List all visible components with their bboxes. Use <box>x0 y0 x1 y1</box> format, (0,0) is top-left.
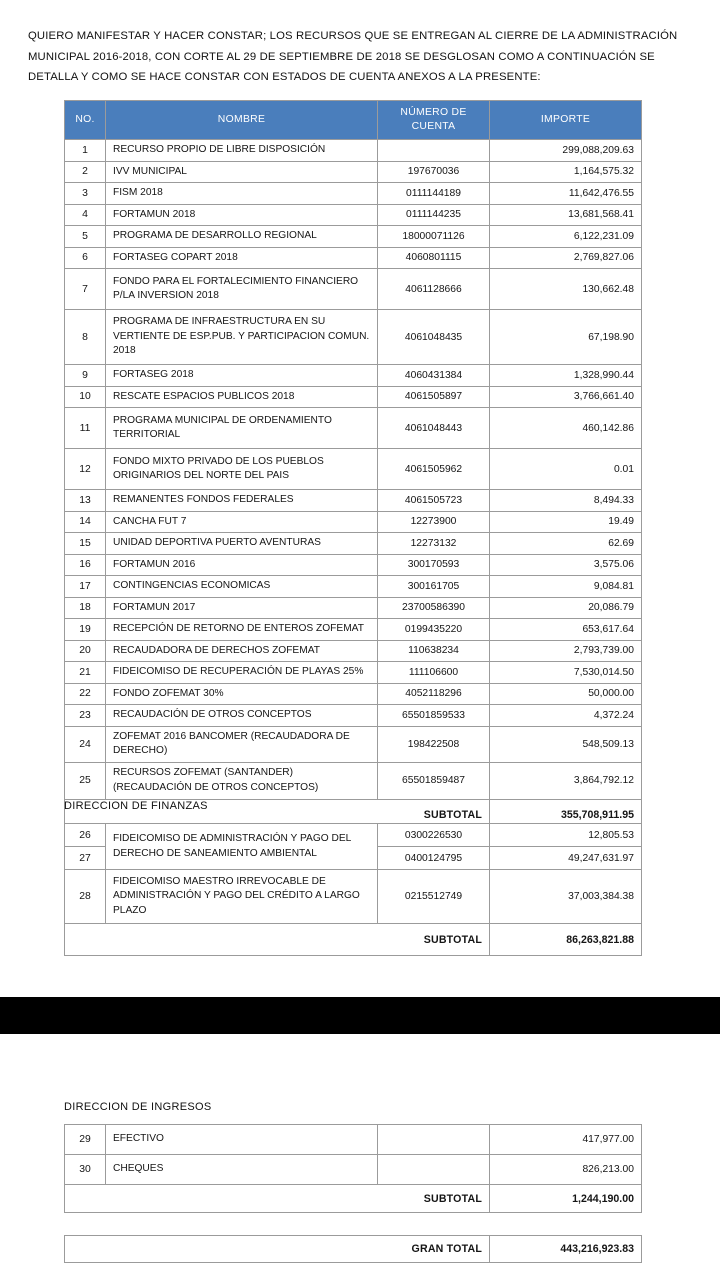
cell-importe: 7,530,014.50 <box>490 662 642 684</box>
cell-nombre: RECAUDADORA DE DERECHOS ZOFEMAT <box>106 640 378 662</box>
table-row <box>65 533 642 555</box>
table-row <box>65 619 642 641</box>
cell-no: 14 <box>65 511 106 533</box>
subtotal-label: SUBTOTAL <box>378 924 490 956</box>
cell-cuenta: 65501859533 <box>378 705 490 727</box>
cell-importe: 4,372.24 <box>490 705 642 727</box>
gran-total-label: GRAN TOTAL <box>378 1236 490 1263</box>
recursos-main-table <box>64 100 642 832</box>
table-row <box>65 762 642 799</box>
cell-importe: 1,164,575.32 <box>490 161 642 183</box>
cell-importe: 3,864,792.12 <box>490 762 642 799</box>
cell-cuenta <box>378 140 490 162</box>
subtotal-row <box>65 1185 642 1213</box>
cell-cuenta: 4060431384 <box>378 365 490 387</box>
cell-importe: 62.69 <box>490 533 642 555</box>
cell-nombre: FORTAMUN 2017 <box>106 597 378 619</box>
table-row <box>65 597 642 619</box>
col-header-no: NO. <box>65 101 106 140</box>
cell-importe: 3,766,661.40 <box>490 386 642 408</box>
cell-nombre: FONDO MIXTO PRIVADO DE LOS PUEBLOS ORIGINARIOS DEL NORTE DEL PAIS <box>106 449 378 490</box>
cell-nombre: IVV MUNICIPAL <box>106 161 378 183</box>
cell-nombre-merged: FIDEICOMISO DE ADMINISTRACIÓN Y PAGO DEL DERECHO DE SANEAMIENTO AMBIENTAL <box>106 824 378 870</box>
cell-no: 27 <box>65 847 106 870</box>
cell-no: 13 <box>65 490 106 512</box>
cell-no: 10 <box>65 386 106 408</box>
cell-importe: 130,662.48 <box>490 269 642 310</box>
cell-importe: 826,213.00 <box>490 1155 642 1185</box>
cell-cuenta: 4052118296 <box>378 683 490 705</box>
table-row <box>65 365 642 387</box>
cell-cuenta: 4061505897 <box>378 386 490 408</box>
cell-no: 2 <box>65 161 106 183</box>
cell-nombre: REMANENTES FONDOS FEDERALES <box>106 490 378 512</box>
cell-cuenta: 198422508 <box>378 726 490 762</box>
cell-nombre: FIDEICOMISO DE RECUPERACIÓN DE PLAYAS 25% <box>106 662 378 684</box>
cell-importe: 3,575.06 <box>490 554 642 576</box>
cell-cuenta: 4061505962 <box>378 449 490 490</box>
cell-nombre: EFECTIVO <box>106 1125 378 1155</box>
cell-importe: 49,247,631.97 <box>490 847 642 870</box>
cell-nombre: PROGRAMA MUNICIPAL DE ORDENAMIENTO TERRITORIAL <box>106 408 378 449</box>
ingresos-table <box>64 1124 642 1213</box>
cell-no: 1 <box>65 140 106 162</box>
table-row <box>65 870 642 924</box>
cell-no: 17 <box>65 576 106 598</box>
cell-cuenta: 4060801115 <box>378 247 490 269</box>
table-row <box>65 1155 642 1185</box>
intro-text: QUIERO MANIFESTAR Y HACER CONSTAR; LOS RECURSOS QUE SE ENTREGAN AL CIERRE DE LA ADMINISTRACIÓN MUNICIPAL 2016-2018, CON CORTE AL 29 DE SEPTIEMBRE DE 2018 SE DESGLOSAN COMO A CONTINUACIÓN SE DETALLA Y COMO SE HACE CONSTAR CON ESTADOS DE CUENTA ANEXOS A LA PRESENTE: <box>28 30 678 83</box>
table-row <box>65 140 642 162</box>
cell-importe: 20,086.79 <box>490 597 642 619</box>
cell-cuenta: 197670036 <box>378 161 490 183</box>
cell-cuenta: 4061048443 <box>378 408 490 449</box>
table-row <box>65 824 642 847</box>
cell-no: 26 <box>65 824 106 847</box>
cell-no: 23 <box>65 705 106 727</box>
table-row <box>65 705 642 727</box>
table-row <box>65 310 642 365</box>
cell-no: 18 <box>65 597 106 619</box>
intro-paragraph <box>28 26 692 88</box>
cell-no: 12 <box>65 449 106 490</box>
table-row <box>65 226 642 248</box>
cell-nombre: FONDO ZOFEMAT 30% <box>106 683 378 705</box>
cell-nombre: RECURSOS ZOFEMAT (SANTANDER) (RECAUDACIÓN DE OTROS CONCEPTOS) <box>106 762 378 799</box>
cell-no: 28 <box>65 870 106 924</box>
section-caption-finanzas: DIRECCION DE FINANZAS <box>64 800 208 812</box>
cell-cuenta: 0111144235 <box>378 204 490 226</box>
table-row <box>65 662 642 684</box>
cell-cuenta: 12273132 <box>378 533 490 555</box>
cell-nombre: RECURSO PROPIO DE LIBRE DISPOSICIÓN <box>106 140 378 162</box>
cell-cuenta: 18000071126 <box>378 226 490 248</box>
cell-no: 7 <box>65 269 106 310</box>
cell-importe: 50,000.00 <box>490 683 642 705</box>
cell-importe: 2,793,739.00 <box>490 640 642 662</box>
gran-total-value: 443,216,923.83 <box>490 1236 642 1263</box>
cell-no: 6 <box>65 247 106 269</box>
gran-total-body <box>65 1236 642 1263</box>
subtotal-label: SUBTOTAL <box>378 799 490 831</box>
cell-importe: 19.49 <box>490 511 642 533</box>
cell-importe: 2,769,827.06 <box>490 247 642 269</box>
table-row <box>65 576 642 598</box>
table-row <box>65 554 642 576</box>
cell-no: 15 <box>65 533 106 555</box>
table-row <box>65 490 642 512</box>
cell-no: 16 <box>65 554 106 576</box>
cell-importe: 67,198.90 <box>490 310 642 365</box>
table-row <box>65 183 642 205</box>
cell-importe: 548,509.13 <box>490 726 642 762</box>
ingresos-table-body <box>65 1125 642 1213</box>
cell-no: 19 <box>65 619 106 641</box>
cell-cuenta: 4061505723 <box>378 490 490 512</box>
cell-nombre: FORTASEG 2018 <box>106 365 378 387</box>
table-row <box>65 640 642 662</box>
subtotal-value: 86,263,821.88 <box>490 924 642 956</box>
cell-importe: 37,003,384.38 <box>490 870 642 924</box>
redaction-band <box>0 997 720 1034</box>
subtotal-value: 355,708,911.95 <box>490 799 642 831</box>
cell-importe: 11,642,476.55 <box>490 183 642 205</box>
gran-total-table <box>64 1235 642 1263</box>
cell-nombre: PROGRAMA DE DESARROLLO REGIONAL <box>106 226 378 248</box>
table-row <box>65 161 642 183</box>
cell-importe: 8,494.33 <box>490 490 642 512</box>
cell-no: 4 <box>65 204 106 226</box>
cell-no: 20 <box>65 640 106 662</box>
table-row <box>65 683 642 705</box>
cell-importe: 417,977.00 <box>490 1125 642 1155</box>
cell-nombre: RECEPCIÓN DE RETORNO DE ENTEROS ZOFEMAT <box>106 619 378 641</box>
cell-importe: 9,084.81 <box>490 576 642 598</box>
table-row <box>65 726 642 762</box>
cell-importe: 6,122,231.09 <box>490 226 642 248</box>
cell-importe: 0.01 <box>490 449 642 490</box>
cell-no: 24 <box>65 726 106 762</box>
col-header-cuenta: NÚMERO DE CUENTA <box>378 101 490 140</box>
cell-cuenta: 110638234 <box>378 640 490 662</box>
cell-cuenta: 0400124795 <box>378 847 490 870</box>
cell-nombre: UNIDAD DEPORTIVA PUERTO AVENTURAS <box>106 533 378 555</box>
cell-cuenta: 65501859487 <box>378 762 490 799</box>
cell-nombre: FIDEICOMISO MAESTRO IRREVOCABLE DE ADMINISTRACIÓN Y PAGO DEL CRÉDITO A LARGO PLAZO <box>106 870 378 924</box>
cell-nombre: CHEQUES <box>106 1155 378 1185</box>
col-header-importe: IMPORTE <box>490 101 642 140</box>
cell-nombre: FONDO PARA EL FORTALECIMIENTO FINANCIERO P/LA INVERSION 2018 <box>106 269 378 310</box>
main-table-header <box>65 101 642 140</box>
cell-nombre: FORTAMUN 2018 <box>106 204 378 226</box>
subtotal-blank <box>65 924 378 956</box>
cell-no: 3 <box>65 183 106 205</box>
cell-no: 8 <box>65 310 106 365</box>
cell-cuenta: 300161705 <box>378 576 490 598</box>
gran-total-row <box>65 1236 642 1263</box>
main-table-body <box>65 140 642 832</box>
table-row <box>65 408 642 449</box>
cell-cuenta <box>378 1125 490 1155</box>
cell-no: 25 <box>65 762 106 799</box>
finanzas-table <box>64 823 642 956</box>
subtotal-row <box>65 924 642 956</box>
cell-cuenta: 0215512749 <box>378 870 490 924</box>
cell-importe: 13,681,568.41 <box>490 204 642 226</box>
table-row <box>65 204 642 226</box>
cell-no: 5 <box>65 226 106 248</box>
cell-nombre: FORTASEG COPART 2018 <box>106 247 378 269</box>
cell-no: 22 <box>65 683 106 705</box>
table-row <box>65 269 642 310</box>
cell-cuenta: 0199435220 <box>378 619 490 641</box>
cell-cuenta: 0300226530 <box>378 824 490 847</box>
cell-nombre: CANCHA FUT 7 <box>106 511 378 533</box>
table-row <box>65 1125 642 1155</box>
cell-cuenta: 4061128666 <box>378 269 490 310</box>
cell-no: 29 <box>65 1125 106 1155</box>
header-row <box>65 101 642 140</box>
cell-cuenta: 23700586390 <box>378 597 490 619</box>
cell-importe: 1,328,990.44 <box>490 365 642 387</box>
gran-total-blank <box>65 1236 378 1263</box>
cell-cuenta: 111106600 <box>378 662 490 684</box>
cell-nombre: ZOFEMAT 2016 BANCOMER (RECAUDADORA DE DERECHO) <box>106 726 378 762</box>
cell-no: 9 <box>65 365 106 387</box>
cell-no: 11 <box>65 408 106 449</box>
subtotal-value: 1,244,190.00 <box>490 1185 642 1213</box>
table-row <box>65 386 642 408</box>
finanzas-table-body <box>65 824 642 956</box>
cell-cuenta: 0111144189 <box>378 183 490 205</box>
section-caption-ingresos: DIRECCION DE INGRESOS <box>64 1101 212 1113</box>
cell-nombre: RESCATE ESPACIOS PUBLICOS 2018 <box>106 386 378 408</box>
cell-no: 30 <box>65 1155 106 1185</box>
cell-nombre: FORTAMUN 2016 <box>106 554 378 576</box>
cell-nombre: RECAUDACIÓN DE OTROS CONCEPTOS <box>106 705 378 727</box>
cell-no: 21 <box>65 662 106 684</box>
table-row <box>65 449 642 490</box>
cell-cuenta <box>378 1155 490 1185</box>
subtotal-blank <box>65 1185 378 1213</box>
cell-nombre: CONTINGENCIAS ECONOMICAS <box>106 576 378 598</box>
table-row <box>65 247 642 269</box>
cell-cuenta: 300170593 <box>378 554 490 576</box>
cell-importe: 299,088,209.63 <box>490 140 642 162</box>
cell-importe: 12,805.53 <box>490 824 642 847</box>
cell-nombre: PROGRAMA DE INFRAESTRUCTURA EN SU VERTIENTE DE ESP.PUB. Y PARTICIPACION COMUN. 2018 <box>106 310 378 365</box>
col-header-nombre: NOMBRE <box>106 101 378 140</box>
cell-cuenta: 12273900 <box>378 511 490 533</box>
cell-importe: 460,142.86 <box>490 408 642 449</box>
subtotal-label: SUBTOTAL <box>378 1185 490 1213</box>
cell-nombre: FISM 2018 <box>106 183 378 205</box>
cell-cuenta: 4061048435 <box>378 310 490 365</box>
cell-importe: 653,617.64 <box>490 619 642 641</box>
table-row <box>65 511 642 533</box>
